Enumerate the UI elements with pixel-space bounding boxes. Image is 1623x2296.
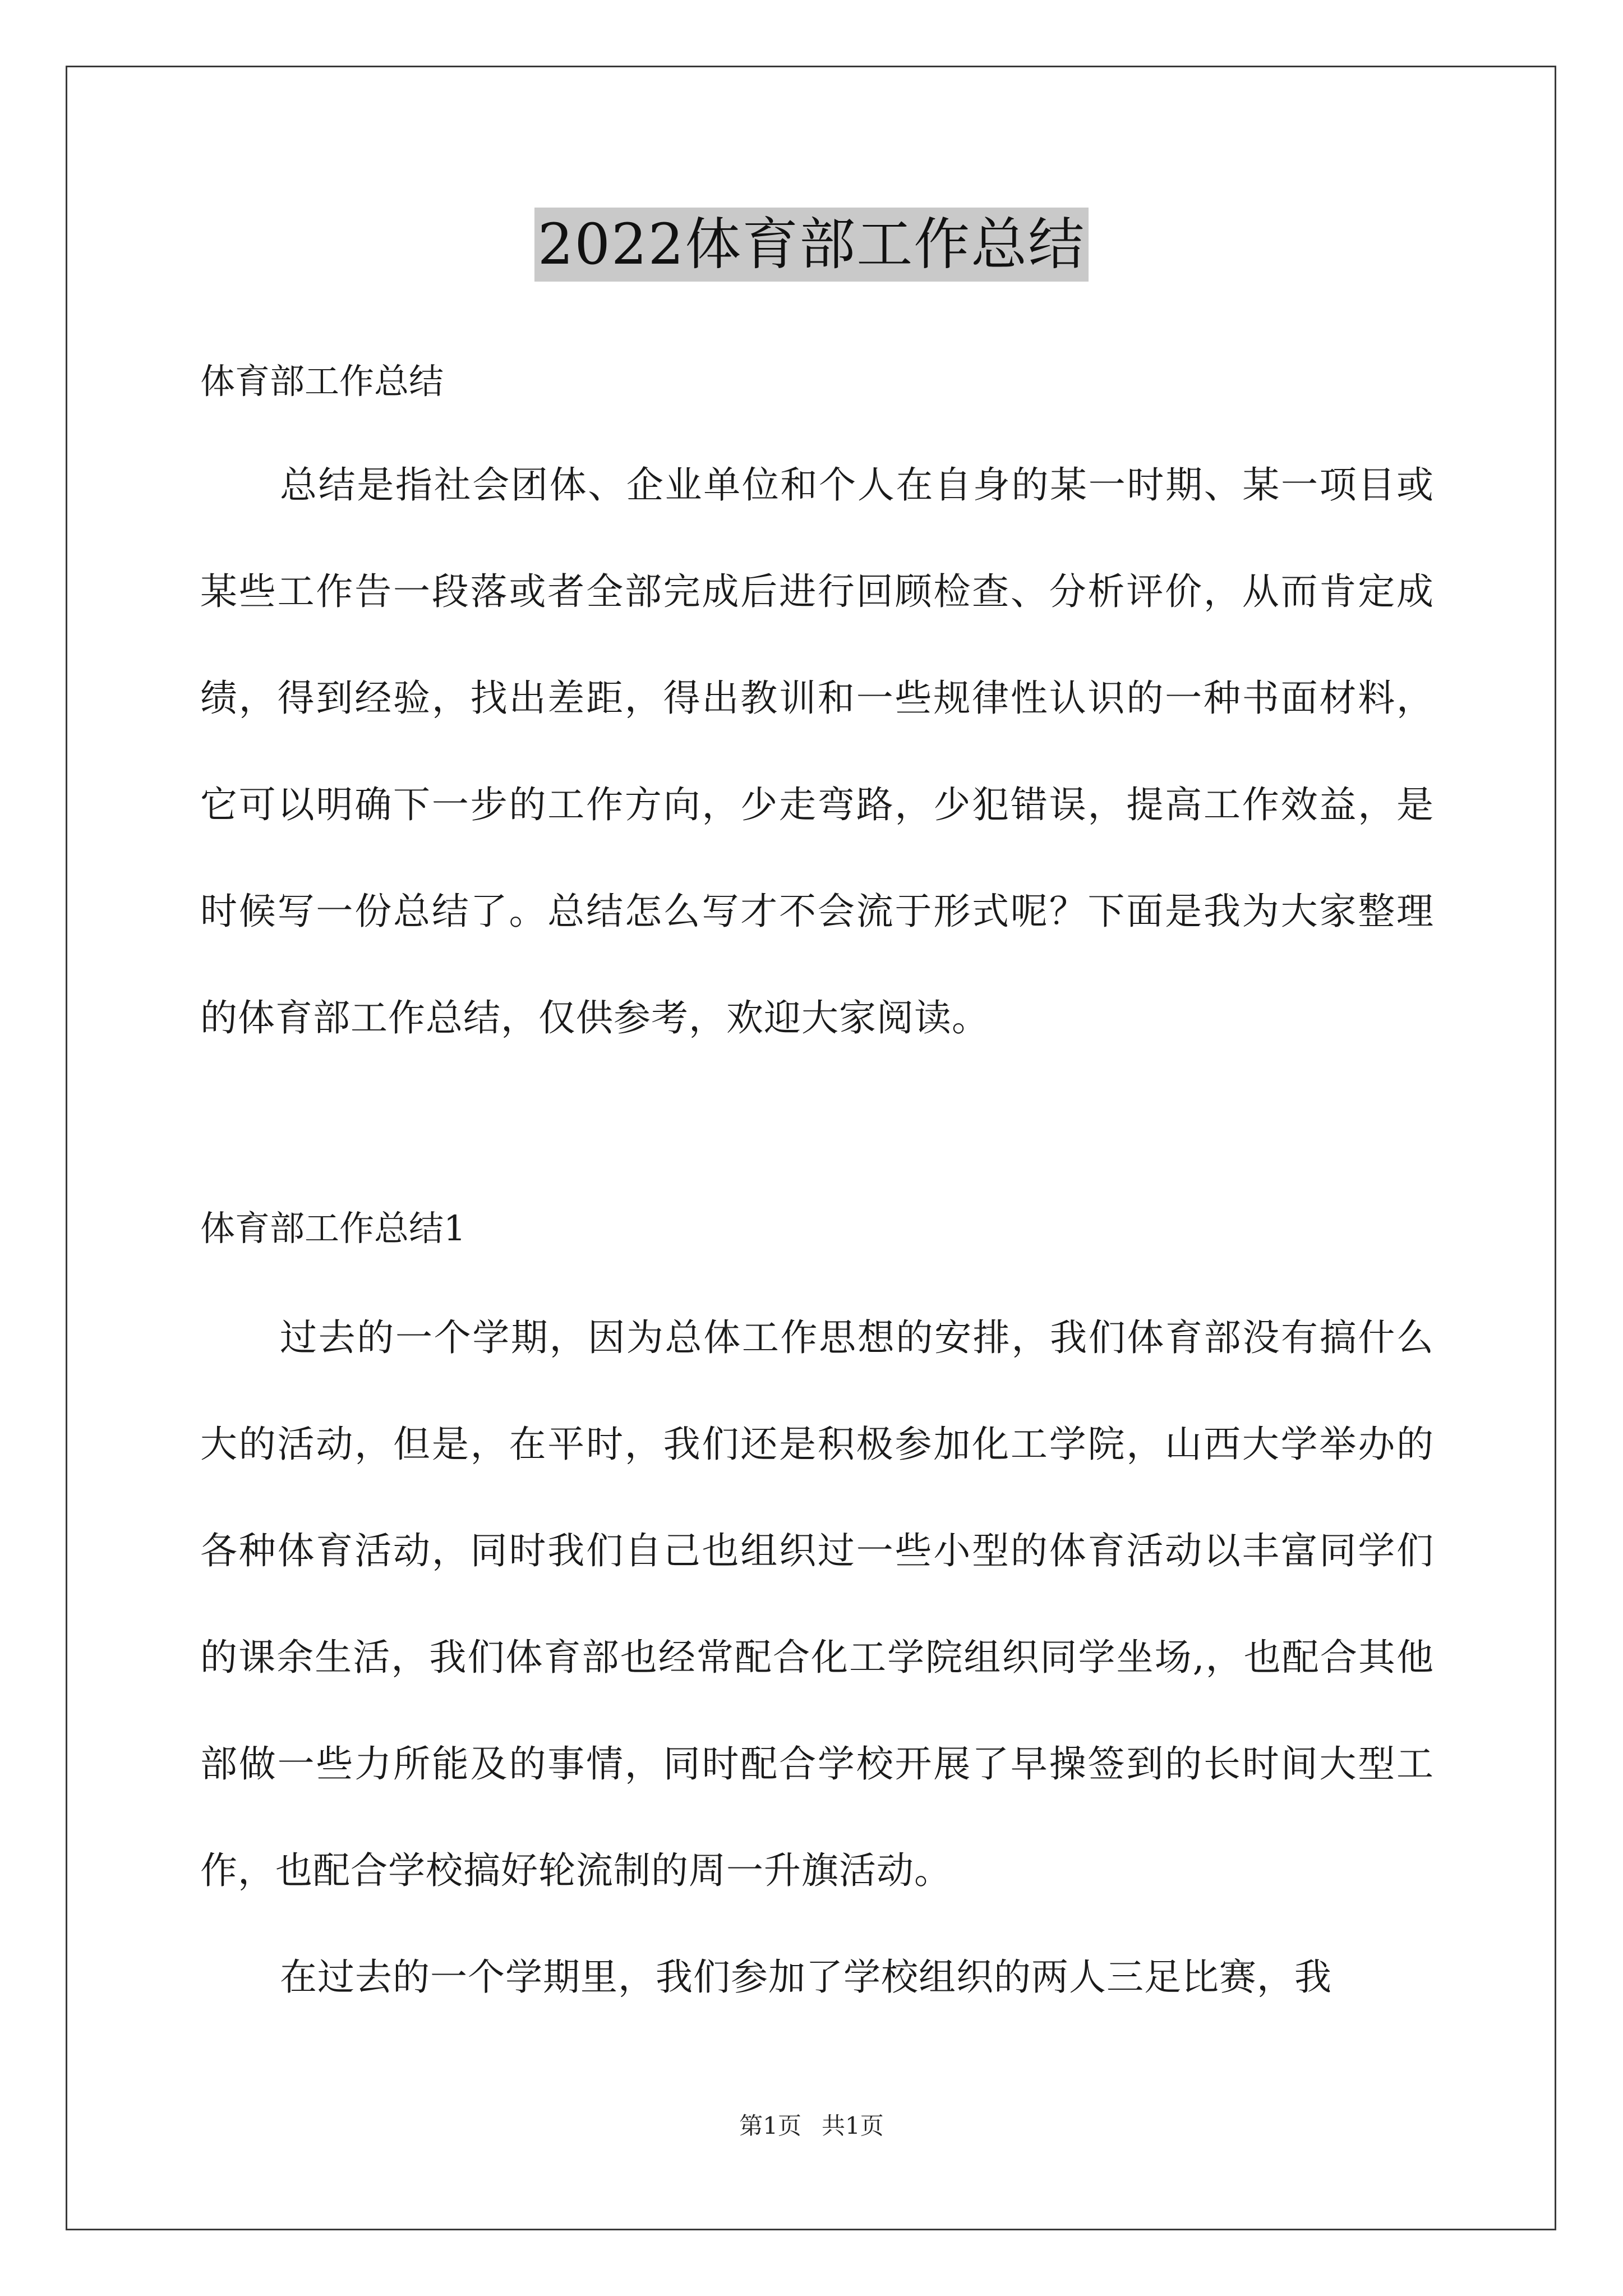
- page-number: 第1页: [739, 2112, 801, 2139]
- section-heading: 体育部工作总结: [200, 361, 444, 402]
- page-total: 共1页: [822, 2112, 884, 2139]
- document-title: 2022体育部工作总结: [534, 208, 1089, 282]
- page-footer: [0, 2109, 1623, 2143]
- title-container: [0, 208, 1623, 282]
- section-heading-1: 体育部工作总结1: [200, 1208, 466, 1249]
- intro-paragraph: 总结是指社会团体、企业单位和个人在自身的某一时期、某一项目或某些工作告一段落或者全部完成后进行回顾检查、分析评价，从而肯定成绩，得到经验，找出差距，得出教训和一些规律性认识的一种书面材料，它可以明确下一步的工作方向，少走弯路，少犯错误，提高工作效益，是时候写一份总结了。总结怎么写才不会流于形式呢？下面是我为大家整理的体育部工作总结，仅供参考，欢迎大家阅读。: [200, 463, 1434, 1039]
- body-paragraph: 在过去的一个学期里，我们参加了学校组织的两人三足比赛，我: [280, 1955, 1332, 1999]
- body-paragraph: 过去的一个学期，因为总体工作思想的安排，我们体育部没有搞什么大的活动，但是，在平时，我们还是积极参加化工学院，山西大学举办的各种体育活动，同时我们自己也组织过一些小型的体育活动以丰富同学们的课余生活，我们体育部也经常配合化工学院组织同学坐场,，也配合其他部做一些力所能及的事情，同时配合学校开展了早操签到的长时间大型工作，也配合学校搞好轮流制的周一升旗活动。: [200, 1316, 1434, 1892]
